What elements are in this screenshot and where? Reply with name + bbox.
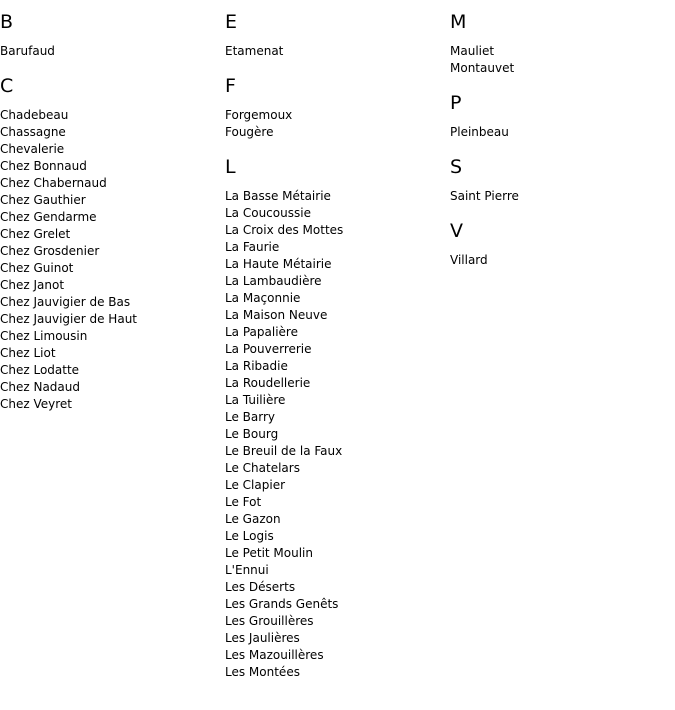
place-name: Chez Jauvigier de Bas xyxy=(0,295,131,309)
place-name: Chez Liot xyxy=(0,346,56,360)
letter-heading: M xyxy=(450,11,467,33)
letter-heading: L xyxy=(225,156,236,178)
place-name: Les Grouillères xyxy=(225,614,314,628)
place-name: Chez Guinot xyxy=(0,261,74,275)
place-list xyxy=(0,43,225,60)
letter-heading: V xyxy=(450,220,463,242)
place-list xyxy=(0,107,225,413)
place-name: Chassagne xyxy=(0,125,66,139)
letter-group xyxy=(450,10,675,77)
place-name: Forgemoux xyxy=(225,108,293,122)
letter-heading: P xyxy=(450,92,462,114)
place-name: La Papalière xyxy=(225,325,298,339)
place-name: La Roudellerie xyxy=(225,376,311,390)
place-name: Chez Lodatte xyxy=(0,363,80,377)
place-name: Mauliet xyxy=(450,44,495,58)
letter-heading: B xyxy=(0,11,14,33)
place-name: La Croix des Mottes xyxy=(225,223,344,237)
place-name: Le Logis xyxy=(225,529,274,543)
index-column xyxy=(225,10,450,695)
place-name: Montauvet xyxy=(450,61,515,75)
letter-group xyxy=(450,91,675,141)
letter-group xyxy=(450,219,675,269)
place-name: La Basse Métairie xyxy=(225,189,331,203)
place-name: Le Bourg xyxy=(225,427,279,441)
place-list xyxy=(450,188,675,205)
place-name: L'Ennui xyxy=(225,563,269,577)
place-name: Chez Chabernaud xyxy=(0,176,107,190)
place-name: Le Gazon xyxy=(225,512,281,526)
letter-heading: E xyxy=(225,11,238,33)
place-name: Chez Gendarme xyxy=(0,210,97,224)
place-list xyxy=(225,43,450,60)
place-list xyxy=(450,252,675,269)
place-name: Chadebeau xyxy=(0,108,69,122)
index-column xyxy=(0,10,225,427)
place-name: Barufaud xyxy=(0,44,55,58)
place-name: Chez Bonnaud xyxy=(0,159,87,173)
letter-group xyxy=(0,74,225,413)
place-name: Le Fot xyxy=(225,495,262,509)
place-name: Les Jaulières xyxy=(225,631,300,645)
place-name: Le Clapier xyxy=(225,478,286,492)
place-name: La Ribadie xyxy=(225,359,288,373)
place-name: La Faurie xyxy=(225,240,280,254)
place-name: Pleinbeau xyxy=(450,125,509,139)
place-list xyxy=(225,107,450,141)
letter-group xyxy=(450,155,675,205)
place-name: La Pouverrerie xyxy=(225,342,312,356)
place-name: Les Grands Genêts xyxy=(225,597,339,611)
place-name: La Coucoussie xyxy=(225,206,311,220)
place-name: Chez Janot xyxy=(0,278,65,292)
place-list xyxy=(450,124,675,141)
place-name: Les Mazouillères xyxy=(225,648,324,662)
place-name: Le Barry xyxy=(225,410,276,424)
place-name: La Lambaudière xyxy=(225,274,322,288)
letter-heading: C xyxy=(0,75,14,97)
place-name: La Maison Neuve xyxy=(225,308,328,322)
place-name: Chez Jauvigier de Haut xyxy=(0,312,137,326)
index-column xyxy=(450,10,675,283)
letter-group xyxy=(225,10,450,60)
letter-group xyxy=(225,74,450,141)
place-name: La Tuilière xyxy=(225,393,286,407)
place-name: Chez Grosdenier xyxy=(0,244,100,258)
place-name: Les Montées xyxy=(225,665,300,679)
letter-heading: S xyxy=(450,156,463,178)
place-name: Chez Limousin xyxy=(0,329,88,343)
letter-group xyxy=(225,155,450,681)
place-name: Saint Pierre xyxy=(450,189,519,203)
place-name: Chez Gauthier xyxy=(0,193,86,207)
place-name: Le Petit Moulin xyxy=(225,546,313,560)
place-name: Chevalerie xyxy=(0,142,65,156)
place-name: Les Déserts xyxy=(225,580,296,594)
place-name: Le Chatelars xyxy=(225,461,300,475)
place-list xyxy=(225,188,450,681)
place-name: Chez Grelet xyxy=(0,227,71,241)
place-name: Le Breuil de la Faux xyxy=(225,444,343,458)
place-list xyxy=(450,43,675,77)
place-name: Chez Veyret xyxy=(0,397,72,411)
place-name: Etamenat xyxy=(225,44,284,58)
place-name: Fougère xyxy=(225,125,274,139)
place-name: La Haute Métairie xyxy=(225,257,332,271)
letter-heading: F xyxy=(225,75,236,97)
place-name: La Maçonnie xyxy=(225,291,301,305)
place-name: Villard xyxy=(450,253,488,267)
letter-group xyxy=(0,10,225,60)
place-name: Chez Nadaud xyxy=(0,380,81,394)
